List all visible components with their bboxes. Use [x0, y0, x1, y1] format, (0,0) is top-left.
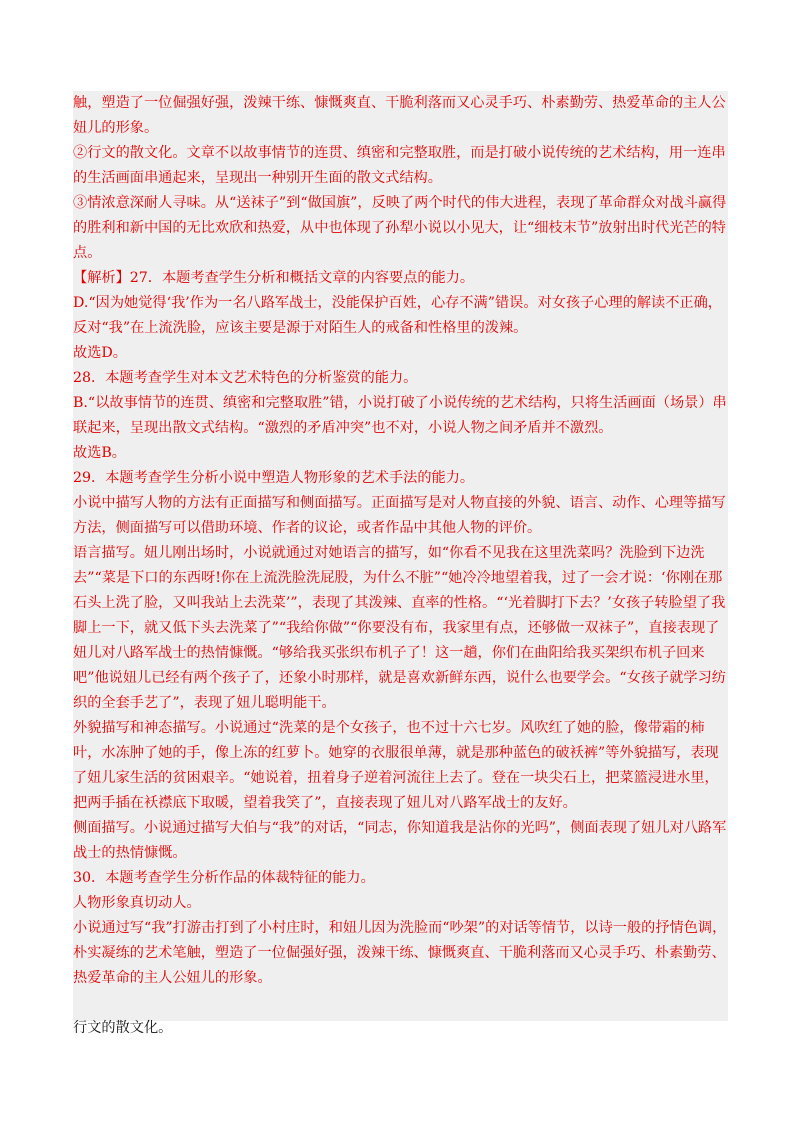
paragraph-appearance-description: 外貌描写和神态描写。小说通过“洗菜的是个女孩子，也不过十六七岁。风吹红了她的脸，像带霜的柿叶，水冻肿了她的手，像上冻的红萝卜。她穿的衣服很单薄，就是那种蓝色的破袄裤”等外貌描写，表现了妞儿家生活的贫困艰辛。“她说着，扭着身子逆着河流往上去了。登在一块尖石上，把菜篮浸进水里，把两手插在袄襟底下取暖，望着我笑了”，直接表现了妞儿对八路军战士的友好。 — [73, 720, 719, 811]
paragraph-question-28: 28．本题考查学生对本文艺术特色的分析鉴赏的能力。 — [73, 370, 418, 386]
paragraph-question-29: 29．本题考查学生分析小说中塑造人物形象的艺术手法的能力。 — [73, 470, 475, 486]
paragraph-vivid-character: 人物形象真切动人。 — [73, 895, 201, 911]
paragraph-language-description: 语言描写。妞儿刚出场时，小说就通过对她语言的描写，如“你看不见我在这里洗菜吗？洗脸到下边洗去”“菜是下口的东西呀!你在上流洗脸洗屁股，为什么不脏”“她冷冷地望着我，过了一会才说：‘你刚在那石头上洗了脸，又叫我站上去洗菜’”，表现了其泼辣、直率的性格。“‘光着脚打下去？’女孩子转脸望了我脚上一下，就又低下头去洗菜了”“我给你做”“你要没有布，我家里有点，还够做一双袜子”，直接表现了妞儿对八路军战士的热情慷慨。“够给我买张织布机子了！这一趟，你们在曲阳给我买架织布机子回来吧”他说妞儿已经有两个孩子了，还象小时那样，就是喜欢新鲜东西，说什么也要学会。“女孩子就学习纺织的全套手艺了”，表现了妞儿聪明能干。 — [73, 545, 726, 711]
paragraph-option-b: B.“以故事情节的连贯、缜密和完整取胜”错，小说打破了小说传统的艺术结构，只将生活画面（场景）串联起来，呈现出散文式结构。“激烈的矛盾冲突”也不对，小说人物之间矛盾并不激烈。 — [73, 395, 727, 436]
paragraph-answer-d: 故选D。 — [73, 345, 127, 361]
answer-analysis-body — [73, 91, 728, 1041]
paragraph-prose-structure: ②行文的散文化。文章不以故事情节的连贯、缜密和完整取胜，而是打破小说传统的艺术结构，用一连串的生活画面串通起来，呈现出一种别开生面的散文式结构。 — [73, 145, 726, 186]
paragraph-character-image: 触，塑造了一位倔强好强，泼辣干练、慷慨爽直、干脆利落而又心灵手巧、朴素勤劳、热爱革命的主人公妞儿的形象。 — [73, 95, 726, 136]
paragraph-option-d: D.“因为她觉得‘我’作为一名八路军战士，没能保护百姓，心存不满”错误。对女孩子心理的解读不正确，反对“我”在上流洗脸，应该主要是源于对陌生人的戒备和性格里的泼辣。 — [73, 295, 722, 336]
paragraph-analysis-27: 【解析】27．本题考查学生分析和概括文章的内容要点的能力。 — [73, 270, 475, 286]
paragraph-side-description: 侧面描写。小说通过描写大伯与“我”的对话，“同志，你知道我是沾你的光吗”，侧面表现了妞儿对八路军战士的热情慷慨。 — [73, 820, 727, 861]
paragraph-deep-emotion: ③情浓意深耐人寻味。从“送袜子”到“做国旗”，反映了两个时代的伟大进程，表现了革命群众对战斗赢得的胜利和新中国的无比欢欣和热爱，从中也体现了孙犁小说以小见大，让“细枝末节”放射出时代光芒的特点。 — [73, 195, 727, 261]
paragraph-answer-b: 故选B。 — [73, 445, 126, 461]
paragraph-prose-style: 行文的散文化。 — [73, 1020, 173, 1036]
paragraph-description-methods: 小说中描写人物的方法有正面描写和侧面描写。正面描写是对人物直接的外貌、语言、动作、心理等描写方法，侧面描写可以借助环境、作者的议论，或者作品中其他人物的评价。 — [73, 495, 726, 536]
paragraph-question-30: 30．本题考查学生分析作品的体裁特征的能力。 — [73, 870, 375, 886]
paragraph-character-summary: 小说通过写“我”打游击打到了小村庄时，和妞儿因为洗脸而“吵架”的对话等情节，以诗一般的抒情色调，朴实凝练的艺术笔触，塑造了一位倔强好强，泼辣干练、慷慨爽直、干脆利落而又心灵手巧、朴素勤劳、热爱革命的主人公妞儿的形象。 — [73, 920, 727, 986]
blank-line — [73, 991, 728, 1016]
